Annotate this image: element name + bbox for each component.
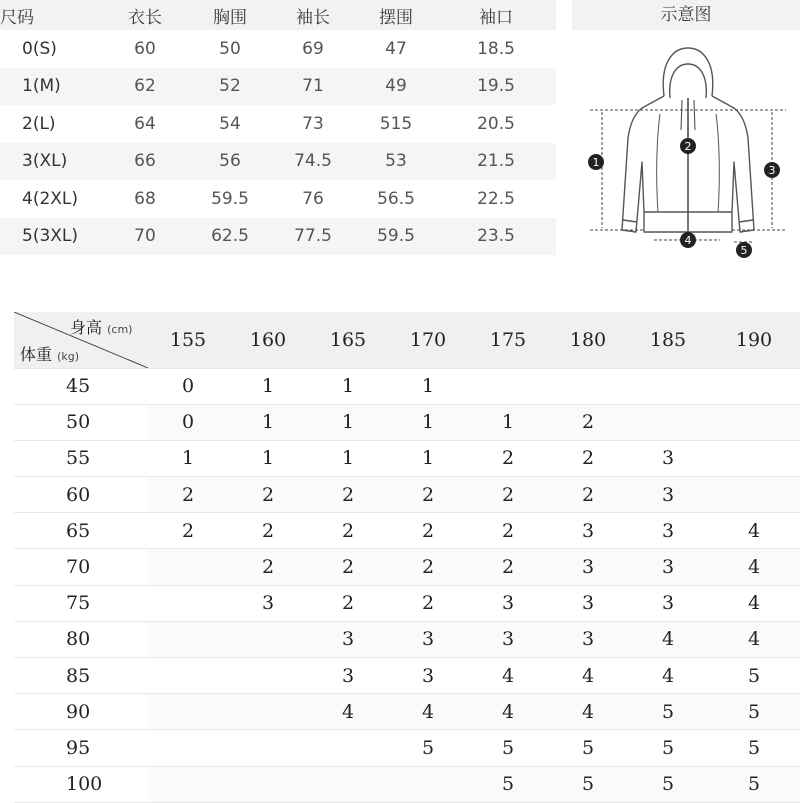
height-label: 身高 (70, 318, 103, 337)
marker-3-label: 3 (768, 164, 776, 177)
recommended-size-cell: 2 (308, 585, 388, 621)
recommended-size-cell: 3 (628, 549, 708, 585)
weight-cell: 75 (14, 585, 148, 621)
recommended-size-cell: 2 (548, 440, 628, 476)
recommended-size-cell (308, 766, 388, 802)
recommended-size-cell (148, 730, 228, 766)
size-cell-size: 4(2XL) (22, 188, 79, 209)
size-cell-chest: 54 (219, 113, 241, 134)
recommended-size-cell: 4 (708, 585, 800, 621)
recommended-size-cell: 4 (308, 694, 388, 730)
recommended-size-cell (388, 766, 468, 802)
size-table-row (0, 143, 556, 181)
recommended-size-cell: 2 (388, 585, 468, 621)
weight-cell: 90 (14, 694, 148, 730)
size-header-sleeve: 袖长 (296, 7, 330, 28)
fit-table-row (14, 694, 800, 730)
size-cell-length: 70 (134, 226, 156, 247)
recommended-size-cell: 4 (468, 658, 548, 694)
size-cell-cuff: 20.5 (477, 113, 515, 134)
size-cell-size: 1(M) (22, 76, 61, 97)
recommended-size-cell (628, 404, 708, 440)
size-cell-hem: 56.5 (377, 188, 415, 209)
size-cell-cuff: 21.5 (477, 151, 515, 172)
recommended-size-cell: 3 (628, 585, 708, 621)
recommended-size-cell: 3 (468, 585, 548, 621)
size-table-header-row (0, 0, 556, 30)
size-cell-chest: 52 (219, 76, 241, 97)
recommended-size-cell: 3 (548, 549, 628, 585)
recommended-size-cell: 4 (628, 621, 708, 657)
size-cell-sleeve: 74.5 (294, 151, 332, 172)
fit-table-row (14, 766, 800, 802)
recommended-size-cell: 0 (148, 404, 228, 440)
recommended-size-cell: 1 (388, 368, 468, 404)
fit-table-corner (14, 312, 148, 368)
diagram-title: 示意图 (572, 0, 800, 30)
recommended-size-cell: 5 (708, 694, 800, 730)
recommended-size-cell: 5 (708, 658, 800, 694)
recommended-size-cell: 4 (708, 549, 800, 585)
recommended-size-cell: 4 (468, 694, 548, 730)
recommended-size-cell: 3 (628, 513, 708, 549)
weight-cell: 80 (14, 621, 148, 657)
recommended-size-cell: 3 (628, 477, 708, 513)
weight-cell: 60 (14, 477, 148, 513)
size-cell-length: 64 (134, 113, 156, 134)
size-cell-length: 60 (134, 38, 156, 59)
recommended-size-cell: 3 (388, 621, 468, 657)
recommended-size-cell: 3 (548, 621, 628, 657)
recommended-size-cell: 5 (708, 730, 800, 766)
size-table-row (0, 68, 556, 106)
recommended-size-cell (148, 585, 228, 621)
recommended-size-cell (148, 658, 228, 694)
recommended-size-cell: 1 (308, 368, 388, 404)
fit-table (14, 312, 800, 803)
recommended-size-cell: 4 (708, 513, 800, 549)
size-table-row (0, 180, 556, 218)
recommended-size-cell: 2 (388, 477, 468, 513)
height-header: 155 (148, 312, 228, 368)
weight-unit: (kg) (57, 350, 80, 363)
recommended-size-cell (148, 694, 228, 730)
height-unit: (cm) (107, 323, 133, 336)
size-cell-hem: 59.5 (377, 226, 415, 247)
recommended-size-cell (148, 766, 228, 802)
recommended-size-cell: 2 (468, 440, 548, 476)
recommended-size-cell: 3 (548, 585, 628, 621)
recommended-size-cell (708, 440, 800, 476)
recommended-size-cell: 2 (388, 549, 468, 585)
recommended-size-cell: 5 (388, 730, 468, 766)
weight-axis-label (20, 342, 79, 365)
size-cell-size: 2(L) (22, 113, 56, 134)
weight-cell: 65 (14, 513, 148, 549)
marker-1 (588, 154, 604, 170)
recommended-size-cell: 2 (308, 477, 388, 513)
size-cell-hem: 53 (385, 151, 407, 172)
fit-table-row (14, 404, 800, 440)
recommended-size-cell: 4 (548, 694, 628, 730)
recommended-size-cell: 1 (388, 404, 468, 440)
size-cell-sleeve: 73 (302, 113, 324, 134)
jacket-diagram (572, 34, 800, 264)
recommended-size-cell (228, 658, 308, 694)
size-cell-sleeve: 77.5 (294, 226, 332, 247)
height-header: 160 (228, 312, 308, 368)
recommended-size-cell: 2 (148, 477, 228, 513)
size-header-size: 尺码 (0, 7, 34, 28)
recommended-size-cell: 1 (388, 440, 468, 476)
weight-cell: 45 (14, 368, 148, 404)
size-cell-cuff: 18.5 (477, 38, 515, 59)
height-header: 165 (308, 312, 388, 368)
height-header: 190 (708, 312, 800, 368)
recommended-size-cell: 5 (548, 766, 628, 802)
marker-4-label: 4 (684, 234, 692, 247)
recommended-size-cell: 2 (468, 477, 548, 513)
height-header: 170 (388, 312, 468, 368)
size-cell-size: 3(XL) (22, 151, 68, 172)
recommended-size-cell: 3 (228, 585, 308, 621)
recommended-size-cell: 3 (468, 621, 548, 657)
size-table-row (0, 105, 556, 143)
recommended-size-cell: 2 (228, 513, 308, 549)
marker-4 (680, 232, 696, 248)
fit-table-row (14, 477, 800, 513)
recommended-size-cell (628, 368, 708, 404)
weight-cell: 100 (14, 766, 148, 802)
recommended-size-cell: 2 (228, 549, 308, 585)
recommended-size-cell: 2 (308, 549, 388, 585)
marker-3 (764, 162, 780, 178)
recommended-size-cell: 5 (628, 694, 708, 730)
marker-5 (736, 242, 752, 258)
recommended-size-cell (228, 621, 308, 657)
size-cell-hem: 47 (385, 38, 407, 59)
recommended-size-cell: 5 (628, 730, 708, 766)
recommended-size-cell: 2 (308, 513, 388, 549)
size-cell-cuff: 19.5 (477, 76, 515, 97)
recommended-size-cell: 2 (548, 477, 628, 513)
recommended-size-cell (308, 730, 388, 766)
recommended-size-cell: 2 (148, 513, 228, 549)
size-cell-hem: 515 (379, 113, 413, 134)
size-cell-sleeve: 69 (302, 38, 324, 59)
fit-table-row (14, 585, 800, 621)
recommended-size-cell: 1 (228, 440, 308, 476)
marker-1-label: 1 (592, 156, 600, 169)
size-table-body (0, 30, 556, 255)
size-cell-cuff: 22.5 (477, 188, 515, 209)
size-table (0, 0, 556, 255)
recommended-size-cell: 5 (548, 730, 628, 766)
recommended-size-cell: 3 (308, 621, 388, 657)
size-cell-size: 5(3XL) (22, 226, 79, 247)
recommended-size-cell (148, 621, 228, 657)
recommended-size-cell: 5 (468, 766, 548, 802)
recommended-size-cell: 2 (468, 513, 548, 549)
weight-label: 体重 (20, 345, 53, 364)
marker-2-label: 2 (684, 140, 692, 153)
recommended-size-cell (708, 368, 800, 404)
recommended-size-cell: 1 (228, 368, 308, 404)
fit-table-row (14, 621, 800, 657)
marker-2 (680, 138, 696, 154)
size-cell-sleeve: 76 (302, 188, 324, 209)
recommended-size-cell: 2 (388, 513, 468, 549)
recommended-size-cell (708, 477, 800, 513)
recommended-size-cell: 0 (148, 368, 228, 404)
size-header-length: 衣长 (128, 7, 162, 28)
recommended-size-cell: 2 (228, 477, 308, 513)
fit-table-row (14, 730, 800, 766)
recommended-size-cell: 3 (628, 440, 708, 476)
recommended-size-cell (708, 404, 800, 440)
size-cell-cuff: 23.5 (477, 226, 515, 247)
size-cell-length: 66 (134, 151, 156, 172)
fit-table-header-row (14, 312, 800, 368)
size-cell-chest: 62.5 (211, 226, 249, 247)
recommended-size-cell: 4 (388, 694, 468, 730)
weight-cell: 50 (14, 404, 148, 440)
recommended-size-cell: 4 (628, 658, 708, 694)
fit-table-row (14, 368, 800, 404)
fit-table-row (14, 440, 800, 476)
recommended-size-cell: 4 (548, 658, 628, 694)
recommended-size-cell: 1 (308, 440, 388, 476)
weight-cell: 95 (14, 730, 148, 766)
recommended-size-cell: 5 (468, 730, 548, 766)
size-header-hem: 摆围 (379, 7, 413, 28)
size-table-row (0, 30, 556, 68)
recommended-size-cell: 4 (708, 621, 800, 657)
recommended-size-cell (548, 368, 628, 404)
recommended-size-cell: 5 (628, 766, 708, 802)
recommended-size-cell: 1 (308, 404, 388, 440)
size-cell-length: 62 (134, 76, 156, 97)
size-table-row (0, 218, 556, 256)
weight-cell: 85 (14, 658, 148, 694)
recommended-size-cell (228, 766, 308, 802)
height-axis-label (70, 315, 132, 338)
height-header: 175 (468, 312, 548, 368)
weight-cell: 55 (14, 440, 148, 476)
recommended-size-cell (468, 368, 548, 404)
recommended-size-cell (228, 694, 308, 730)
size-cell-sleeve: 71 (302, 76, 324, 97)
size-cell-size: 0(S) (22, 38, 57, 59)
recommended-size-cell: 3 (548, 513, 628, 549)
fit-table-row (14, 658, 800, 694)
weight-cell: 70 (14, 549, 148, 585)
recommended-size-cell: 5 (708, 766, 800, 802)
recommended-size-cell: 2 (468, 549, 548, 585)
size-cell-length: 68 (134, 188, 156, 209)
fit-table-row (14, 513, 800, 549)
size-header-cuff: 袖口 (479, 7, 513, 28)
recommended-size-cell: 1 (468, 404, 548, 440)
recommended-size-cell (148, 549, 228, 585)
fit-table-row (14, 549, 800, 585)
size-cell-hem: 49 (385, 76, 407, 97)
recommended-size-cell: 3 (388, 658, 468, 694)
height-header: 180 (548, 312, 628, 368)
size-cell-chest: 59.5 (211, 188, 249, 209)
recommended-size-cell: 1 (148, 440, 228, 476)
size-cell-chest: 56 (219, 151, 241, 172)
recommended-size-cell (228, 730, 308, 766)
size-header-chest: 胸围 (213, 7, 247, 28)
recommended-size-cell: 3 (308, 658, 388, 694)
fit-table-body (14, 368, 800, 802)
recommended-size-cell: 1 (228, 404, 308, 440)
size-cell-chest: 50 (219, 38, 241, 59)
height-header: 185 (628, 312, 708, 368)
recommended-size-cell: 2 (548, 404, 628, 440)
marker-5-label: 5 (740, 244, 748, 257)
